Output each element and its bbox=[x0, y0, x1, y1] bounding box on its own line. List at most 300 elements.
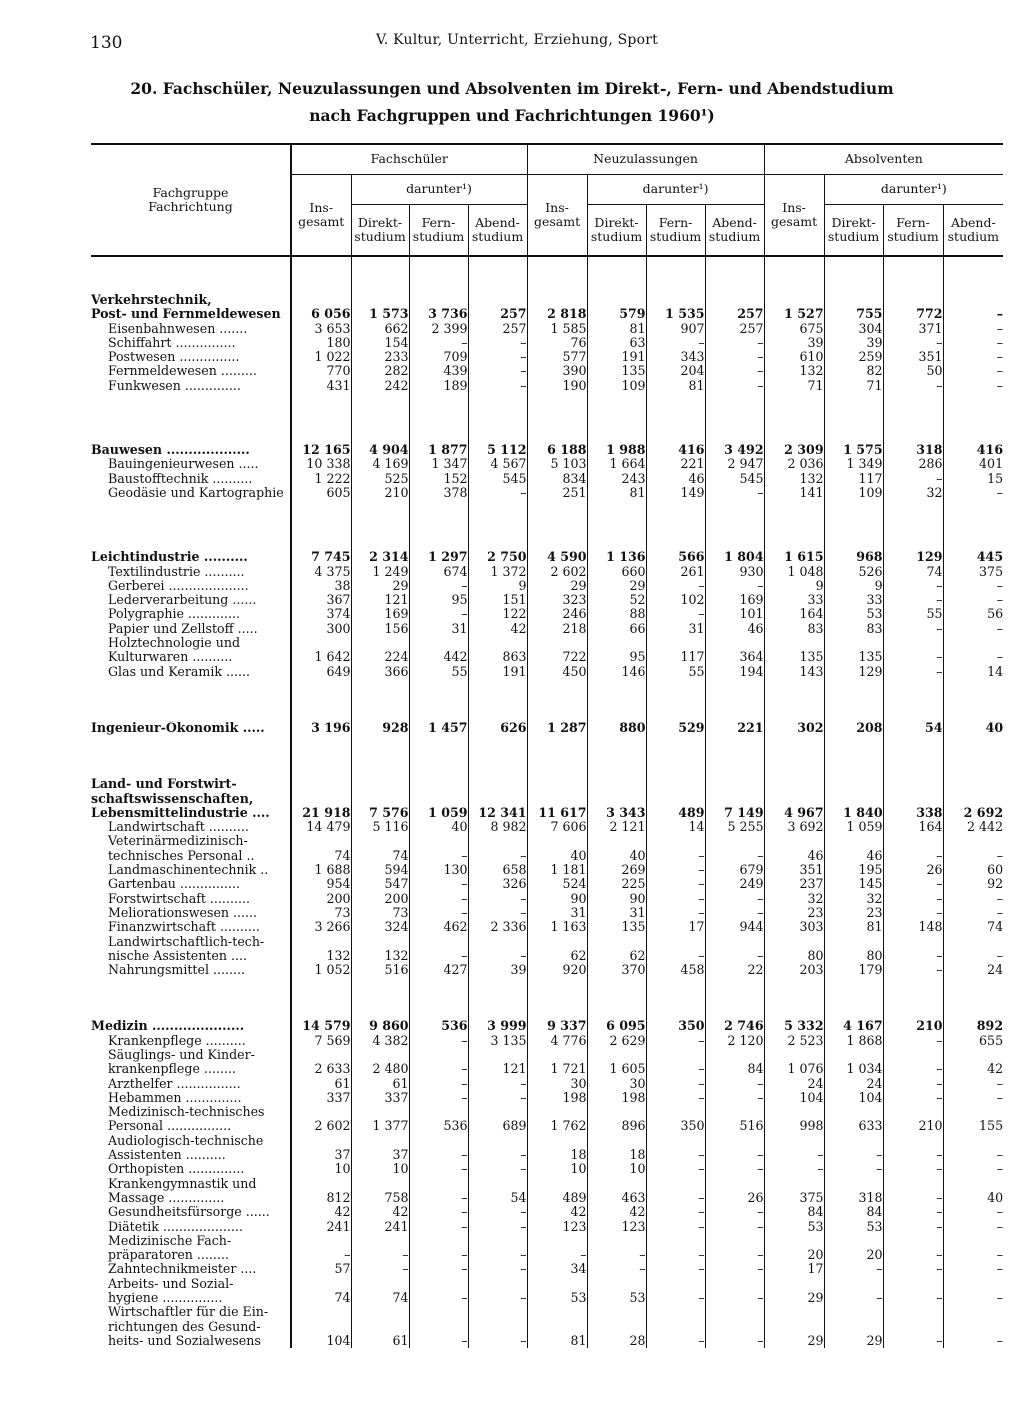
table-cell: 4 167 bbox=[824, 1019, 883, 1033]
table-row bbox=[91, 1162, 1003, 1176]
table-cell: – bbox=[705, 1291, 764, 1305]
table-cell: 1 059 bbox=[409, 806, 468, 820]
table-cell bbox=[409, 636, 468, 650]
table-cell: 40 bbox=[409, 820, 468, 834]
section-spacer bbox=[91, 393, 1003, 443]
table-cell: 772 bbox=[883, 307, 943, 321]
row-label: richtungen des Gesund- bbox=[108, 1319, 261, 1334]
table-cell bbox=[527, 1048, 587, 1062]
table-cell bbox=[527, 1277, 587, 1291]
table-cell: 148 bbox=[883, 920, 943, 934]
table-cell: – bbox=[587, 1262, 646, 1276]
table-cell bbox=[705, 1305, 764, 1319]
table-cell: 104 bbox=[291, 1334, 351, 1348]
table-cell: – bbox=[468, 1334, 527, 1348]
table-cell bbox=[943, 293, 1003, 307]
table-cell: – bbox=[705, 1148, 764, 1162]
table-cell: 2 314 bbox=[351, 550, 409, 564]
table-cell: 23 bbox=[824, 906, 883, 920]
table-cell: 370 bbox=[587, 963, 646, 977]
table-cell bbox=[351, 777, 409, 791]
table-cell bbox=[527, 1134, 587, 1148]
table-cell: 954 bbox=[291, 877, 351, 891]
table-cell: – bbox=[409, 1034, 468, 1048]
table-cell bbox=[705, 1177, 764, 1191]
col-header-nz-abend: Abend- studium bbox=[705, 204, 764, 256]
col-header-fs-insgesamt: Ins- gesamt bbox=[291, 174, 351, 256]
table-cell: 463 bbox=[587, 1191, 646, 1205]
table-cell: – bbox=[943, 892, 1003, 906]
table-cell: 169 bbox=[705, 593, 764, 607]
table-cell: 42 bbox=[587, 1205, 646, 1219]
table-cell bbox=[468, 834, 527, 848]
table-cell: – bbox=[468, 336, 527, 350]
table-cell: 117 bbox=[646, 650, 705, 664]
table-cell: 390 bbox=[527, 364, 587, 378]
table-cell: – bbox=[943, 622, 1003, 636]
table-cell: 17 bbox=[764, 1262, 824, 1276]
table-cell: – bbox=[646, 579, 705, 593]
table-cell: – bbox=[883, 1205, 943, 1219]
table-cell: – bbox=[646, 1334, 705, 1348]
table-cell: 42 bbox=[468, 622, 527, 636]
table-cell bbox=[351, 834, 409, 848]
table-cell bbox=[468, 636, 527, 650]
table-cell bbox=[705, 935, 764, 949]
table-cell: – bbox=[883, 1191, 943, 1205]
table-cell bbox=[705, 777, 764, 791]
table-cell: – bbox=[646, 1091, 705, 1105]
table-cell: 66 bbox=[587, 622, 646, 636]
table-cell: 90 bbox=[587, 892, 646, 906]
table-cell bbox=[764, 293, 824, 307]
table-row bbox=[91, 486, 1003, 500]
table-cell: 577 bbox=[527, 350, 587, 364]
table-cell: – bbox=[943, 486, 1003, 500]
table-row bbox=[91, 1191, 1003, 1205]
table-cell: 81 bbox=[646, 379, 705, 393]
table-cell: 83 bbox=[764, 622, 824, 636]
table-cell bbox=[468, 1305, 527, 1319]
table-cell: 9 bbox=[824, 579, 883, 593]
table-cell: – bbox=[409, 1248, 468, 1262]
table-cell: 146 bbox=[587, 665, 646, 679]
table-cell: – bbox=[943, 379, 1003, 393]
table-cell bbox=[409, 777, 468, 791]
table-cell: 60 bbox=[943, 863, 1003, 877]
table-cell: 46 bbox=[764, 849, 824, 863]
subheader-ab-darunter: darunter¹) bbox=[824, 174, 1003, 204]
table-cell: 303 bbox=[764, 920, 824, 934]
row-label: Glas und Keramik ...... bbox=[108, 664, 251, 679]
table-cell: – bbox=[468, 364, 527, 378]
table-cell: – bbox=[468, 1077, 527, 1091]
table-cell: 24 bbox=[764, 1077, 824, 1091]
row-label: Polygraphie ............. bbox=[108, 607, 240, 622]
table-cell bbox=[824, 1048, 883, 1062]
table-cell: 156 bbox=[351, 622, 409, 636]
table-cell: 378 bbox=[409, 486, 468, 500]
table-row bbox=[91, 350, 1003, 364]
table-cell: 257 bbox=[705, 322, 764, 336]
table-cell: – bbox=[705, 1077, 764, 1091]
table-cell: – bbox=[468, 949, 527, 963]
table-cell bbox=[764, 1305, 824, 1319]
table-cell: 4 967 bbox=[764, 806, 824, 820]
table-cell bbox=[764, 1234, 824, 1248]
group-header-absolventen: Absolventen bbox=[764, 144, 1003, 174]
table-cell: 210 bbox=[883, 1019, 943, 1033]
table-cell bbox=[527, 834, 587, 848]
table-cell: 10 bbox=[527, 1162, 587, 1176]
table-cell: 141 bbox=[764, 486, 824, 500]
table-cell: – bbox=[883, 963, 943, 977]
table-cell: 2 633 bbox=[291, 1062, 351, 1076]
table-cell: 40 bbox=[587, 849, 646, 863]
table-row bbox=[91, 472, 1003, 486]
table-cell: – bbox=[705, 1220, 764, 1234]
table-row bbox=[91, 336, 1003, 350]
table-cell bbox=[883, 293, 943, 307]
table-cell: 439 bbox=[409, 364, 468, 378]
table-cell: – bbox=[468, 350, 527, 364]
table-cell: 375 bbox=[764, 1191, 824, 1205]
table-cell: 151 bbox=[468, 593, 527, 607]
table-cell bbox=[291, 1048, 351, 1062]
table-cell bbox=[646, 935, 705, 949]
table-cell bbox=[943, 1134, 1003, 1148]
table-cell: 489 bbox=[527, 1191, 587, 1205]
table-cell: – bbox=[943, 1148, 1003, 1162]
table-cell: 121 bbox=[351, 593, 409, 607]
table-cell: 42 bbox=[351, 1205, 409, 1219]
table-cell: 53 bbox=[587, 1291, 646, 1305]
table-cell: 1 535 bbox=[646, 307, 705, 321]
table-cell: 2 629 bbox=[587, 1034, 646, 1048]
table-cell: 545 bbox=[468, 472, 527, 486]
row-label: Meliorationswesen ...... bbox=[108, 905, 258, 920]
table-cell bbox=[468, 935, 527, 949]
table-cell: 221 bbox=[646, 457, 705, 471]
table-cell: 350 bbox=[646, 1119, 705, 1133]
section-spacer bbox=[91, 679, 1003, 721]
table-cell: 286 bbox=[883, 457, 943, 471]
table-cell: 431 bbox=[291, 379, 351, 393]
statistics-table bbox=[91, 143, 1003, 1348]
table-cell bbox=[646, 1277, 705, 1291]
table-cell: 74 bbox=[291, 1291, 351, 1305]
table-cell bbox=[587, 1305, 646, 1319]
table-cell: 109 bbox=[587, 379, 646, 393]
table-cell: – bbox=[409, 1191, 468, 1205]
table-cell bbox=[351, 1048, 409, 1062]
table-cell: 458 bbox=[646, 963, 705, 977]
table-cell: 930 bbox=[705, 565, 764, 579]
table-cell: – bbox=[883, 1062, 943, 1076]
table-cell: 132 bbox=[764, 364, 824, 378]
table-cell bbox=[646, 1234, 705, 1248]
table-cell: 1 642 bbox=[291, 650, 351, 664]
table-cell: 660 bbox=[587, 565, 646, 579]
table-cell: 1 297 bbox=[409, 550, 468, 564]
table-cell: – bbox=[943, 1205, 1003, 1219]
page-number: 130 bbox=[90, 33, 123, 53]
table-cell bbox=[527, 636, 587, 650]
col-header-fs-direkt: Direkt- studium bbox=[351, 204, 409, 256]
table-cell: 5 116 bbox=[351, 820, 409, 834]
table-cell bbox=[468, 1320, 527, 1334]
table-cell: 304 bbox=[824, 322, 883, 336]
table-cell: 22 bbox=[705, 963, 764, 977]
table-cell: 12 341 bbox=[468, 806, 527, 820]
table-cell: 101 bbox=[705, 607, 764, 621]
table-row bbox=[91, 322, 1003, 336]
table-cell: 3 343 bbox=[587, 806, 646, 820]
table-row bbox=[91, 949, 1003, 963]
table-row bbox=[91, 443, 1003, 457]
table-cell: 1 377 bbox=[351, 1119, 409, 1133]
table-cell: – bbox=[646, 1077, 705, 1091]
table-cell: 191 bbox=[468, 665, 527, 679]
table-cell bbox=[351, 1105, 409, 1119]
table-cell bbox=[527, 1234, 587, 1248]
table-row bbox=[91, 935, 1003, 949]
row-label: Zahntechnikmeister .... bbox=[108, 1262, 257, 1277]
table-cell: 709 bbox=[409, 350, 468, 364]
section-spacer bbox=[91, 500, 1003, 550]
table-cell: 95 bbox=[587, 650, 646, 664]
table-cell: – bbox=[646, 1034, 705, 1048]
table-cell: – bbox=[883, 379, 943, 393]
table-cell bbox=[824, 1305, 883, 1319]
table-cell: 54 bbox=[468, 1191, 527, 1205]
table-cell: – bbox=[943, 593, 1003, 607]
row-label: Diätetik .................... bbox=[108, 1219, 243, 1234]
table-cell: 1 181 bbox=[527, 863, 587, 877]
table-cell bbox=[883, 935, 943, 949]
table-cell bbox=[587, 1277, 646, 1291]
table-cell: 82 bbox=[824, 364, 883, 378]
col-header-nz-fern: Fern- studium bbox=[646, 204, 705, 256]
table-cell: – bbox=[527, 1248, 587, 1262]
table-cell: 17 bbox=[646, 920, 705, 934]
subheader-fs-darunter: darunter¹) bbox=[351, 174, 527, 204]
table-cell: 132 bbox=[291, 949, 351, 963]
table-cell: 257 bbox=[468, 322, 527, 336]
table-cell: – bbox=[883, 849, 943, 863]
table-cell: 200 bbox=[291, 892, 351, 906]
table-cell: – bbox=[705, 1162, 764, 1176]
table-row bbox=[91, 1248, 1003, 1262]
table-cell: 1 664 bbox=[587, 457, 646, 471]
table-cell: 84 bbox=[705, 1062, 764, 1076]
row-label: technisches Personal .. bbox=[108, 848, 255, 863]
table-cell: 42 bbox=[291, 1205, 351, 1219]
table-cell: 633 bbox=[824, 1119, 883, 1133]
table-cell bbox=[764, 636, 824, 650]
table-cell bbox=[587, 636, 646, 650]
table-cell bbox=[705, 1134, 764, 1148]
table-cell bbox=[883, 1134, 943, 1148]
table-cell bbox=[291, 293, 351, 307]
table-cell: 10 bbox=[351, 1162, 409, 1176]
row-label: Audiologisch-technische bbox=[108, 1133, 264, 1148]
table-cell: 21 918 bbox=[291, 806, 351, 820]
table-cell: 39 bbox=[468, 963, 527, 977]
table-cell: 55 bbox=[409, 665, 468, 679]
table-cell: 195 bbox=[824, 863, 883, 877]
table-cell bbox=[351, 1134, 409, 1148]
table-cell: – bbox=[764, 1162, 824, 1176]
table-cell: 1 877 bbox=[409, 443, 468, 457]
table-cell: 566 bbox=[646, 550, 705, 564]
table-cell: 416 bbox=[646, 443, 705, 457]
table-cell: 401 bbox=[943, 457, 1003, 471]
table-cell: 61 bbox=[351, 1334, 409, 1348]
table-cell bbox=[587, 293, 646, 307]
table-cell: – bbox=[943, 364, 1003, 378]
table-cell: – bbox=[705, 1091, 764, 1105]
table-cell bbox=[705, 1105, 764, 1119]
table-cell: 2 523 bbox=[764, 1034, 824, 1048]
table-cell bbox=[883, 1105, 943, 1119]
table-cell: 529 bbox=[646, 721, 705, 735]
table-cell: 38 bbox=[291, 579, 351, 593]
table-cell bbox=[764, 1320, 824, 1334]
table-cell: 81 bbox=[824, 920, 883, 934]
table-cell: 29 bbox=[824, 1334, 883, 1348]
table-cell: – bbox=[646, 1262, 705, 1276]
table-cell: 1 048 bbox=[764, 565, 824, 579]
table-cell bbox=[351, 293, 409, 307]
table-cell: 364 bbox=[705, 650, 764, 664]
table-cell: 54 bbox=[883, 721, 943, 735]
table-cell: 135 bbox=[764, 650, 824, 664]
table-cell: 5 255 bbox=[705, 820, 764, 834]
table-cell bbox=[824, 792, 883, 806]
table-cell: – bbox=[824, 1148, 883, 1162]
row-label: Personal ................ bbox=[108, 1119, 232, 1134]
table-cell: – bbox=[409, 1291, 468, 1305]
table-cell: 237 bbox=[764, 877, 824, 891]
table-cell bbox=[351, 935, 409, 949]
table-cell: 812 bbox=[291, 1191, 351, 1205]
table-cell bbox=[764, 834, 824, 848]
table-cell bbox=[646, 1048, 705, 1062]
table-cell: 40 bbox=[527, 849, 587, 863]
table-cell bbox=[705, 1234, 764, 1248]
table-cell: 30 bbox=[527, 1077, 587, 1091]
table-cell: 269 bbox=[587, 863, 646, 877]
table-cell: 30 bbox=[587, 1077, 646, 1091]
table-cell: 73 bbox=[291, 906, 351, 920]
table-cell: 257 bbox=[705, 307, 764, 321]
table-row bbox=[91, 1320, 1003, 1334]
row-label: Arzthelfer ................ bbox=[108, 1076, 241, 1091]
row-label: Lederverarbeitung ...... bbox=[108, 593, 257, 608]
table-cell: 2 121 bbox=[587, 820, 646, 834]
table-cell: – bbox=[646, 607, 705, 621]
table-cell bbox=[824, 636, 883, 650]
table-cell: 218 bbox=[527, 622, 587, 636]
table-cell: – bbox=[943, 1220, 1003, 1234]
table-cell bbox=[646, 1177, 705, 1191]
table-cell: – bbox=[646, 1205, 705, 1219]
table-cell bbox=[943, 1048, 1003, 1062]
table-cell: 2 602 bbox=[527, 565, 587, 579]
table-cell: – bbox=[943, 849, 1003, 863]
table-cell bbox=[646, 293, 705, 307]
table-cell bbox=[291, 1105, 351, 1119]
table-cell: 130 bbox=[409, 863, 468, 877]
table-row bbox=[91, 849, 1003, 863]
table-cell: 164 bbox=[883, 820, 943, 834]
table-cell bbox=[291, 636, 351, 650]
table-cell bbox=[587, 1134, 646, 1148]
row-label: Medizinische Fach- bbox=[108, 1233, 232, 1248]
table-cell: 524 bbox=[527, 877, 587, 891]
table-cell: 536 bbox=[409, 1119, 468, 1133]
col-header-fs-abend: Abend- studium bbox=[468, 204, 527, 256]
table-cell: 1 163 bbox=[527, 920, 587, 934]
table-cell: 2 336 bbox=[468, 920, 527, 934]
table-row bbox=[91, 457, 1003, 471]
table-cell: 29 bbox=[527, 579, 587, 593]
table-row bbox=[91, 806, 1003, 820]
table-cell: 204 bbox=[646, 364, 705, 378]
table-cell: – bbox=[824, 1162, 883, 1176]
table-cell: 525 bbox=[351, 472, 409, 486]
row-label: Gartenbau ............... bbox=[108, 877, 240, 892]
table-cell: 547 bbox=[351, 877, 409, 891]
table-cell: – bbox=[646, 863, 705, 877]
table-cell bbox=[351, 1277, 409, 1291]
table-cell: 40 bbox=[943, 1191, 1003, 1205]
table-cell: 1 615 bbox=[764, 550, 824, 564]
table-cell: 1 573 bbox=[351, 307, 409, 321]
table-cell bbox=[943, 777, 1003, 791]
row-label: Massage .............. bbox=[108, 1190, 225, 1205]
table-cell: 92 bbox=[943, 877, 1003, 891]
table-cell bbox=[468, 1177, 527, 1191]
table-cell bbox=[527, 777, 587, 791]
table-cell: 7 745 bbox=[291, 550, 351, 564]
table-cell: – bbox=[468, 892, 527, 906]
row-label: präparatoren ........ bbox=[108, 1248, 229, 1263]
table-cell: – bbox=[646, 1191, 705, 1205]
table-cell: – bbox=[646, 336, 705, 350]
table-cell: – bbox=[468, 906, 527, 920]
table-cell: 74 bbox=[351, 849, 409, 863]
table-cell: 3 653 bbox=[291, 322, 351, 336]
table-cell: 84 bbox=[824, 1205, 883, 1219]
table-row bbox=[91, 877, 1003, 891]
table-cell: 29 bbox=[764, 1334, 824, 1348]
table-cell bbox=[883, 1305, 943, 1319]
table-cell: 135 bbox=[824, 650, 883, 664]
table-cell: 39 bbox=[764, 336, 824, 350]
table-row bbox=[91, 792, 1003, 806]
table-cell: 63 bbox=[587, 336, 646, 350]
table-cell: 658 bbox=[468, 863, 527, 877]
table-row bbox=[91, 1220, 1003, 1234]
table-cell: 40 bbox=[943, 721, 1003, 735]
table-cell: – bbox=[468, 1091, 527, 1105]
table-cell: – bbox=[646, 849, 705, 863]
table-cell: – bbox=[705, 1248, 764, 1262]
table-cell: – bbox=[883, 650, 943, 664]
table-cell: 84 bbox=[764, 1205, 824, 1219]
